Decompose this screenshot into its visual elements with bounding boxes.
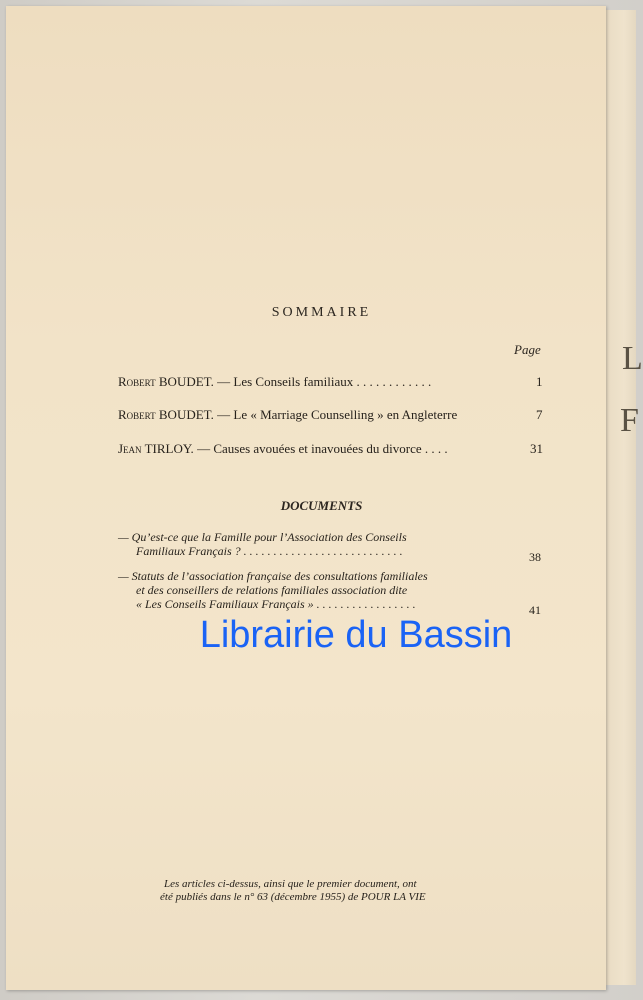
edge-letter: L [622,340,643,377]
edge-letter: F [620,402,639,439]
page-column-label: Page [514,342,541,357]
entry-page-number: 7 [536,407,543,422]
entry-author: Robert BOUDET. [118,374,214,389]
summary-entry [118,407,457,423]
document-line: — Statuts de l’association française des consultations familiales [118,569,428,583]
entry-author: Robert BOUDET. [118,407,214,422]
entry-text: — Les Conseils familiaux . . . . . . . . . . . . [217,374,432,389]
entry-text: — Le « Marriage Counselling » en Angleterre [217,407,458,422]
entry-page-number: 31 [530,441,543,456]
footer-line: été publiés dans le n° 63 (décembre 1955) de POUR LA VIE [160,891,426,903]
document-entry [118,530,518,558]
summary-title: SOMMAIRE [271,305,372,320]
documents-title: DOCUMENTS [280,498,363,513]
document-entry [118,569,518,611]
footer-line: Les articles ci-dessus, ainsi que le premier document, ont [164,878,417,890]
document-line: Familiaux Français ? . . . . . . . . . . . . . . . . . . . . . . . . . . . [136,544,403,558]
footer-note [160,878,426,904]
entry-text: — Causes avouées et inavouées du divorce . . . . [197,441,448,456]
summary-entry [118,374,431,390]
document-line: « Les Conseils Familiaux Français » . . . . . . . . . . . . . . . . . [136,597,416,611]
document-page-number: 38 [529,550,541,564]
document-page-number: 41 [529,603,541,617]
entry-page-number: 1 [536,374,543,389]
summary-entry [118,441,448,457]
watermark: Librairie du Bassin [199,614,513,656]
entry-author: Jean TIRLOY. [118,441,194,456]
document-line: — Qu’est-ce que la Famille pour l’Association des Conseils [118,530,407,544]
document-line: et des conseillers de relations familiales association dite [136,583,408,597]
